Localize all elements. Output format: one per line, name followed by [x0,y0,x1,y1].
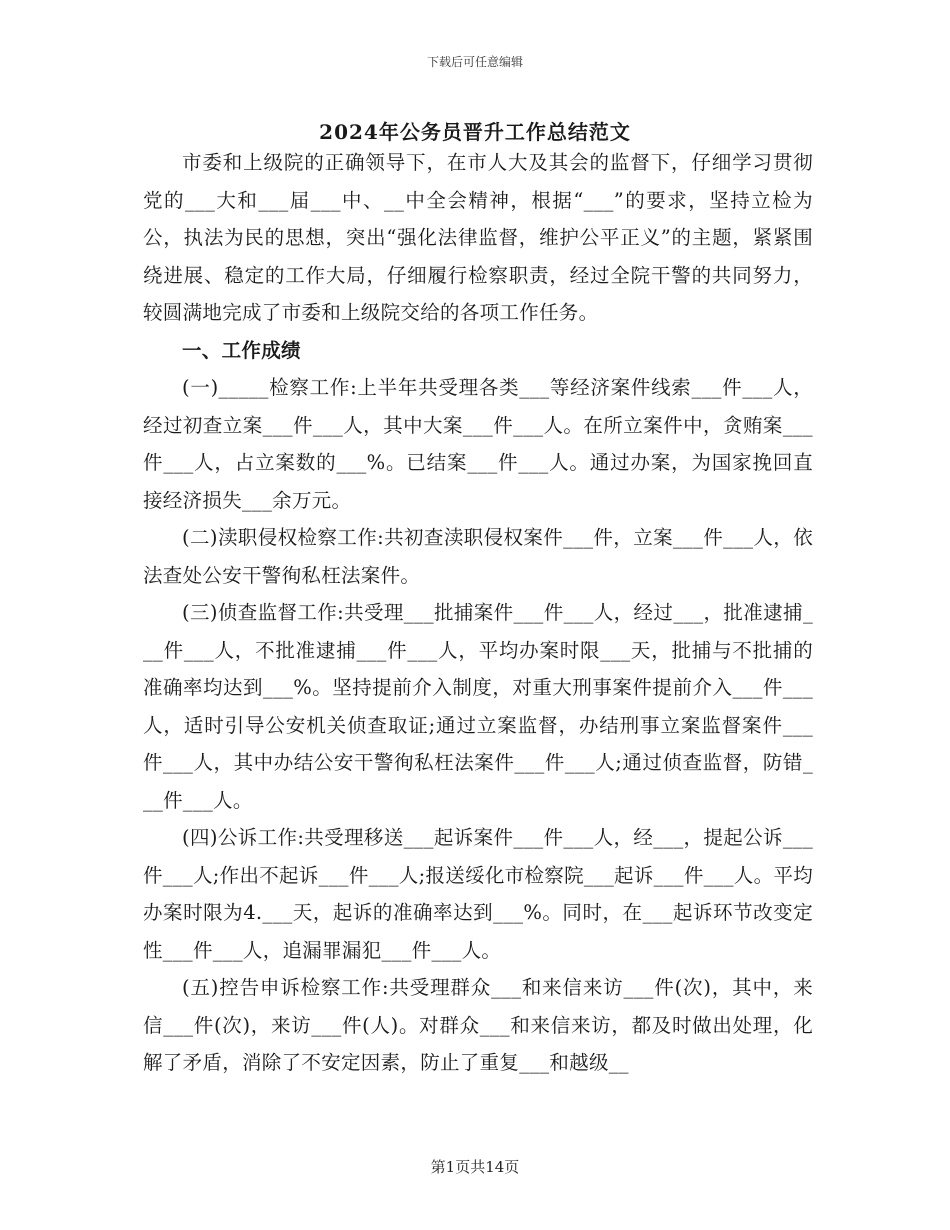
paragraph-1: (一)_____检察工作:上半年共受理各类___等经济案件线索___件___人，经过初查立案___件___人，其中大案___件___人。在所立案件中，贪贿案___件___人，占立案数的___%。已结案___件___人。通过办案，为国家挽回直接经济损失___余万元。 [143,376,813,512]
document-body [143,144,813,1082]
section-heading: 一、工作成绩 [182,338,301,362]
document-title: 2024年公务员晋升工作总结范文 [319,120,631,144]
header-note: 下载后可任意编辑 [426,55,523,69]
paragraph-5: (五)控告申诉检察工作:共受理群众___和来信来访___件(次)，其中，来信___件(次)，来访___件(人)。对群众___和来信来访，都及时做出处理，化解了矛盾，消除了不安定因素，防止了重复___和越级__ [143,976,813,1074]
page-footer: 第1页共14页 [430,1158,520,1176]
paragraph-2: (二)渎职侵权检察工作:共初查渎职侵权案件___件，立案___件___人，依法查处公安干警徇私枉法案件。 [143,526,813,587]
paragraph-3: (三)侦查监督工作:共受理___批捕案件___件___人，经过___，批准逮捕___件___人，不批准逮捕___件___人，平均办案时限___天，批捕与不批捕的准确率均达到___%。坚持提前介入制度，对重大刑事案件提前介入___件___人，适时引导公安机关侦查取证;通过立案监督，办结刑事立案监督案件___件___人，其中办结公安干警徇私枉法案件___件___人;通过侦查监督，防错___件___人。 [143,601,813,812]
paragraph-4: (四)公诉工作:共受理移送___起诉案件___件___人，经___，提起公诉___件___人;作出不起诉___件___人;报送绥化市检察院___起诉___件___人。平均办案时限为4.___天，起诉的准确率达到___%。同时，在___起诉环节改变定性___件___人，追漏罪漏犯___件___人。 [143,826,813,962]
intro-paragraph: 市委和上级院的正确领导下，在市人大及其会的监督下，仔细学习贯彻党的___大和___届___中、__中全会精神，根据“___”的要求，坚持立检为公，执法为民的思想，突出“强化法律监督，维护公平正义”的主题，紧紧围绕进展、稳定的工作大局，仔细履行检察职责，经过全院干警的共同努力，较圆满地完成了市委和上级院交给的各项工作任务。 [143,151,813,324]
